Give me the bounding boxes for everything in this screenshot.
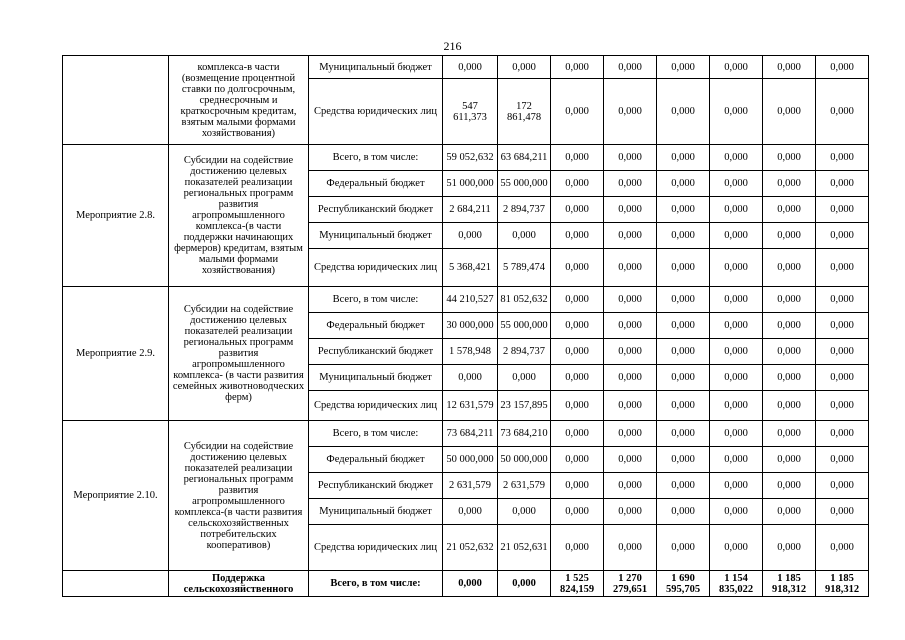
value-cell: 0,000 xyxy=(763,525,816,571)
value-cell: 0,000 xyxy=(604,197,657,223)
value-cell: 0,000 xyxy=(710,421,763,447)
source-cell: Всего, в том числе: xyxy=(309,287,443,313)
source-cell: Федеральный бюджет xyxy=(309,313,443,339)
source-cell: Всего, в том числе: xyxy=(309,145,443,171)
value-cell: 0,000 xyxy=(657,56,710,79)
value-cell: 21 052,632 xyxy=(443,525,498,571)
value-cell: 73 684,210 xyxy=(498,421,551,447)
event-cell xyxy=(63,56,169,145)
value-cell: 0,000 xyxy=(710,79,763,145)
value-cell: 0,000 xyxy=(816,223,869,249)
value-cell: 63 684,211 xyxy=(498,145,551,171)
value-cell: 0,000 xyxy=(604,499,657,525)
value-cell: 81 052,632 xyxy=(498,287,551,313)
value-cell: 0,000 xyxy=(763,391,816,421)
value-cell: 0,000 xyxy=(710,391,763,421)
value-cell: 0,000 xyxy=(763,365,816,391)
value-cell: 0,000 xyxy=(816,365,869,391)
description-cell: Субсидии на содействие достижению целевых показателей реализации региональных программ развития агропромышленного комплекса-(в части развития сельскохозяйственных потребительских кооперативов) xyxy=(169,421,309,571)
value-cell: 0,000 xyxy=(816,171,869,197)
value-cell: 0,000 xyxy=(604,287,657,313)
value-cell: 0,000 xyxy=(657,447,710,473)
description-cell: Поддержка сельскохозяйственного xyxy=(169,571,309,597)
value-cell: 0,000 xyxy=(710,171,763,197)
source-cell: Средства юридических лиц xyxy=(309,391,443,421)
value-cell: 0,000 xyxy=(551,499,604,525)
event-cell xyxy=(63,571,169,597)
value-cell: 0,000 xyxy=(710,473,763,499)
value-cell: 2 631,579 xyxy=(443,473,498,499)
value-cell: 50 000,000 xyxy=(443,447,498,473)
value-cell: 0,000 xyxy=(551,171,604,197)
source-cell: Муниципальный бюджет xyxy=(309,56,443,79)
value-cell: 2 894,737 xyxy=(498,197,551,223)
value-cell: 0,000 xyxy=(816,145,869,171)
value-cell: 0,000 xyxy=(816,499,869,525)
source-cell: Федеральный бюджет xyxy=(309,447,443,473)
value-cell: 0,000 xyxy=(551,391,604,421)
value-cell: 23 157,895 xyxy=(498,391,551,421)
value-cell: 0,000 xyxy=(816,287,869,313)
value-cell: 2 894,737 xyxy=(498,339,551,365)
value-cell: 0,000 xyxy=(763,56,816,79)
value-cell: 0,000 xyxy=(763,313,816,339)
value-cell: 0,000 xyxy=(710,56,763,79)
value-cell: 0,000 xyxy=(551,473,604,499)
value-cell: 0,000 xyxy=(816,391,869,421)
table-row xyxy=(63,145,869,171)
value-cell: 0,000 xyxy=(710,525,763,571)
value-cell: 0,000 xyxy=(816,447,869,473)
source-cell: Республиканский бюджет xyxy=(309,339,443,365)
value-cell: 0,000 xyxy=(710,287,763,313)
value-cell: 0,000 xyxy=(763,249,816,287)
value-cell: 0,000 xyxy=(604,525,657,571)
value-cell: 0,000 xyxy=(816,56,869,79)
value-cell: 0,000 xyxy=(498,365,551,391)
value-cell: 0,000 xyxy=(816,421,869,447)
value-cell: 21 052,631 xyxy=(498,525,551,571)
value-cell: 0,000 xyxy=(710,249,763,287)
source-cell: Республиканский бюджет xyxy=(309,473,443,499)
value-cell: 0,000 xyxy=(657,499,710,525)
value-cell: 0,000 xyxy=(551,365,604,391)
value-cell: 0,000 xyxy=(604,56,657,79)
value-cell: 2 684,211 xyxy=(443,197,498,223)
value-cell: 73 684,211 xyxy=(443,421,498,447)
event-cell: Мероприятие 2.8. xyxy=(63,145,169,287)
value-cell: 0,000 xyxy=(551,313,604,339)
value-cell: 0,000 xyxy=(657,79,710,145)
value-cell: 1 270 279,651 xyxy=(604,571,657,597)
value-cell: 0,000 xyxy=(551,525,604,571)
value-cell: 0,000 xyxy=(657,223,710,249)
budget-table xyxy=(62,55,869,597)
value-cell: 0,000 xyxy=(604,473,657,499)
value-cell: 0,000 xyxy=(551,79,604,145)
source-cell: Муниципальный бюджет xyxy=(309,499,443,525)
value-cell: 0,000 xyxy=(710,499,763,525)
value-cell: 1 185 918,312 xyxy=(816,571,869,597)
value-cell: 0,000 xyxy=(763,287,816,313)
value-cell: 0,000 xyxy=(498,223,551,249)
value-cell: 0,000 xyxy=(710,339,763,365)
value-cell: 0,000 xyxy=(763,421,816,447)
value-cell: 0,000 xyxy=(604,223,657,249)
value-cell: 0,000 xyxy=(657,313,710,339)
source-cell: Федеральный бюджет xyxy=(309,171,443,197)
table-row xyxy=(63,421,869,447)
description-cell: комплекса-в части (возмещение процентной ставки по долгосрочным, среднесрочным и краткосрочным кредитам, взятым малыми формами хозяйствования) xyxy=(169,56,309,145)
table-row xyxy=(63,56,869,79)
source-cell: Республиканский бюджет xyxy=(309,197,443,223)
value-cell: 0,000 xyxy=(816,79,869,145)
value-cell: 0,000 xyxy=(763,473,816,499)
table-body xyxy=(63,56,869,597)
value-cell: 0,000 xyxy=(443,223,498,249)
value-cell: 547 611,373 xyxy=(443,79,498,145)
value-cell: 0,000 xyxy=(763,447,816,473)
value-cell: 0,000 xyxy=(763,223,816,249)
value-cell: 1 578,948 xyxy=(443,339,498,365)
value-cell: 0,000 xyxy=(657,249,710,287)
value-cell: 0,000 xyxy=(816,525,869,571)
value-cell: 0,000 xyxy=(657,365,710,391)
table-row xyxy=(63,287,869,313)
value-cell: 2 631,579 xyxy=(498,473,551,499)
value-cell: 59 052,632 xyxy=(443,145,498,171)
value-cell: 0,000 xyxy=(443,56,498,79)
value-cell: 5 789,474 xyxy=(498,249,551,287)
value-cell: 0,000 xyxy=(551,145,604,171)
value-cell: 0,000 xyxy=(604,391,657,421)
value-cell: 1 525 824,159 xyxy=(551,571,604,597)
source-cell: Средства юридических лиц xyxy=(309,525,443,571)
value-cell: 0,000 xyxy=(551,339,604,365)
value-cell: 44 210,527 xyxy=(443,287,498,313)
value-cell: 0,000 xyxy=(604,313,657,339)
value-cell: 0,000 xyxy=(498,56,551,79)
value-cell: 0,000 xyxy=(763,499,816,525)
value-cell: 0,000 xyxy=(816,197,869,223)
value-cell: 0,000 xyxy=(763,171,816,197)
value-cell: 0,000 xyxy=(443,499,498,525)
value-cell: 1 154 835,022 xyxy=(710,571,763,597)
value-cell: 0,000 xyxy=(816,339,869,365)
value-cell: 0,000 xyxy=(604,79,657,145)
value-cell: 0,000 xyxy=(710,313,763,339)
source-cell: Муниципальный бюджет xyxy=(309,223,443,249)
value-cell: 0,000 xyxy=(657,171,710,197)
value-cell: 0,000 xyxy=(657,287,710,313)
value-cell: 0,000 xyxy=(443,365,498,391)
value-cell: 0,000 xyxy=(604,365,657,391)
value-cell: 0,000 xyxy=(763,339,816,365)
value-cell: 0,000 xyxy=(710,223,763,249)
value-cell: 1 690 595,705 xyxy=(657,571,710,597)
value-cell: 0,000 xyxy=(763,145,816,171)
description-cell: Субсидии на содействие достижению целевых показателей реализации региональных программ развития агропромышленного комплекса-(в части поддержки начинающих фермеров) кредитам, взятым малыми формами хозяйствования) xyxy=(169,145,309,287)
value-cell: 0,000 xyxy=(604,145,657,171)
value-cell: 55 000,000 xyxy=(498,171,551,197)
source-cell: Всего, в том числе: xyxy=(309,421,443,447)
source-cell: Муниципальный бюджет xyxy=(309,365,443,391)
value-cell: 0,000 xyxy=(710,447,763,473)
value-cell: 0,000 xyxy=(551,197,604,223)
value-cell: 0,000 xyxy=(604,421,657,447)
value-cell: 0,000 xyxy=(551,56,604,79)
source-cell: Средства юридических лиц xyxy=(309,79,443,145)
value-cell: 0,000 xyxy=(710,145,763,171)
value-cell: 0,000 xyxy=(657,421,710,447)
value-cell: 0,000 xyxy=(604,249,657,287)
source-cell: Всего, в том числе: xyxy=(309,571,443,597)
value-cell: 0,000 xyxy=(657,197,710,223)
value-cell: 50 000,000 xyxy=(498,447,551,473)
event-cell: Мероприятие 2.10. xyxy=(63,421,169,571)
page-number: 216 xyxy=(443,39,462,53)
value-cell: 0,000 xyxy=(498,499,551,525)
value-cell: 51 000,000 xyxy=(443,171,498,197)
value-cell: 0,000 xyxy=(604,447,657,473)
value-cell: 0,000 xyxy=(657,473,710,499)
value-cell: 0,000 xyxy=(604,171,657,197)
total-row xyxy=(63,571,869,597)
value-cell: 0,000 xyxy=(816,473,869,499)
value-cell: 5 368,421 xyxy=(443,249,498,287)
value-cell: 0,000 xyxy=(551,249,604,287)
value-cell: 0,000 xyxy=(551,421,604,447)
source-cell: Средства юридических лиц xyxy=(309,249,443,287)
value-cell: 0,000 xyxy=(443,571,498,597)
value-cell: 30 000,000 xyxy=(443,313,498,339)
value-cell: 172 861,478 xyxy=(498,79,551,145)
value-cell: 0,000 xyxy=(551,447,604,473)
value-cell: 0,000 xyxy=(551,287,604,313)
value-cell: 55 000,000 xyxy=(498,313,551,339)
value-cell: 0,000 xyxy=(816,249,869,287)
value-cell: 0,000 xyxy=(657,339,710,365)
value-cell: 0,000 xyxy=(710,197,763,223)
value-cell: 0,000 xyxy=(763,197,816,223)
value-cell: 0,000 xyxy=(763,79,816,145)
description-cell: Субсидии на содействие достижению целевых показателей реализации региональных программ развития агропромышленного комплекса- (в части развития семейных животноводческих ферм) xyxy=(169,287,309,421)
value-cell: 0,000 xyxy=(710,365,763,391)
value-cell: 12 631,579 xyxy=(443,391,498,421)
value-cell: 0,000 xyxy=(657,145,710,171)
value-cell: 0,000 xyxy=(498,571,551,597)
value-cell: 0,000 xyxy=(551,223,604,249)
value-cell: 0,000 xyxy=(604,339,657,365)
value-cell: 0,000 xyxy=(657,391,710,421)
event-cell: Мероприятие 2.9. xyxy=(63,287,169,421)
value-cell: 0,000 xyxy=(816,313,869,339)
value-cell: 1 185 918,312 xyxy=(763,571,816,597)
value-cell: 0,000 xyxy=(657,525,710,571)
